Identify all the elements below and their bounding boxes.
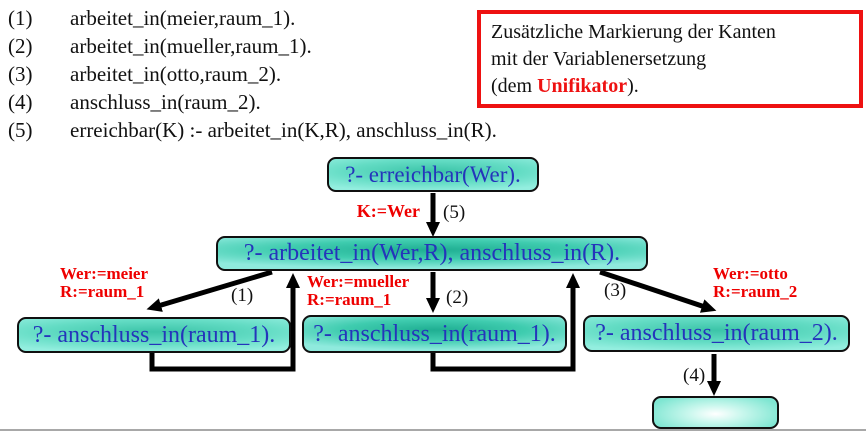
unifier-label-3: [713, 265, 797, 301]
note-line-1: Zusätzliche Markierung der Kanten: [491, 21, 776, 43]
clause-number: (5): [8, 118, 33, 142]
clause-text: erreichbar(K) :- arbeitet_in(K,R), anschluss_in(R).: [70, 118, 497, 142]
unifier-label-1: [60, 265, 148, 301]
unifier-label-1-line2: R:=raum_1: [60, 282, 145, 301]
clause-text: anschluss_in(raum_2).: [70, 90, 261, 114]
clause-number: (3): [8, 62, 33, 86]
node-success-empty: [652, 396, 779, 429]
note-line-3-suffix: ).: [627, 75, 639, 97]
clause-number: (2): [8, 34, 33, 58]
node-right-subgoal: ?- anschluss_in(raum_2).: [583, 315, 850, 352]
note-line-3-prefix: (dem: [491, 75, 538, 97]
clause-ref-5: (5): [443, 202, 466, 223]
clause-text: arbeitet_in(otto,raum_2).: [70, 62, 282, 86]
unifier-label-3-line1: Wer:=otto: [713, 264, 788, 283]
bottom-rule: [0, 429, 866, 431]
node-middle-subgoal: ?- anschluss_in(raum_1).: [302, 315, 567, 353]
node-root-goal: ?- erreichbar(Wer).: [327, 157, 539, 192]
unifier-label-2-line1: Wer:=mueller: [307, 272, 410, 291]
clause-ref-4: (4): [683, 365, 706, 386]
node-resolved-goal: ?- arbeitet_in(Wer,R), anschluss_in(R).: [216, 236, 648, 271]
unifikator-highlight: Unifikator: [537, 75, 628, 97]
clause-number: (4): [8, 90, 33, 114]
clause-ref-1: (1): [231, 285, 254, 306]
unifier-label-3-line2: R:=raum_2: [713, 282, 798, 301]
clause-number: (1): [8, 6, 33, 30]
unifier-label-1-line1: Wer:=meier: [60, 264, 149, 283]
clause-text: arbeitet_in(meier,raum_1).: [70, 6, 296, 30]
unifier-label-2: [307, 273, 409, 309]
clause-ref-3: (3): [604, 280, 627, 301]
unifier-label-2-line2: R:=raum_1: [307, 290, 392, 309]
node-left-subgoal: ?- anschluss_in(raum_1).: [17, 317, 291, 353]
edge-1-arrow: [158, 272, 272, 306]
unifier-label-5: K:=Wer: [356, 201, 420, 221]
clause-ref-2: (2): [446, 287, 469, 308]
clause-text: arbeitet_in(mueller,raum_1).: [70, 34, 312, 58]
note-line-2: mit der Variablenersetzung: [491, 48, 707, 70]
